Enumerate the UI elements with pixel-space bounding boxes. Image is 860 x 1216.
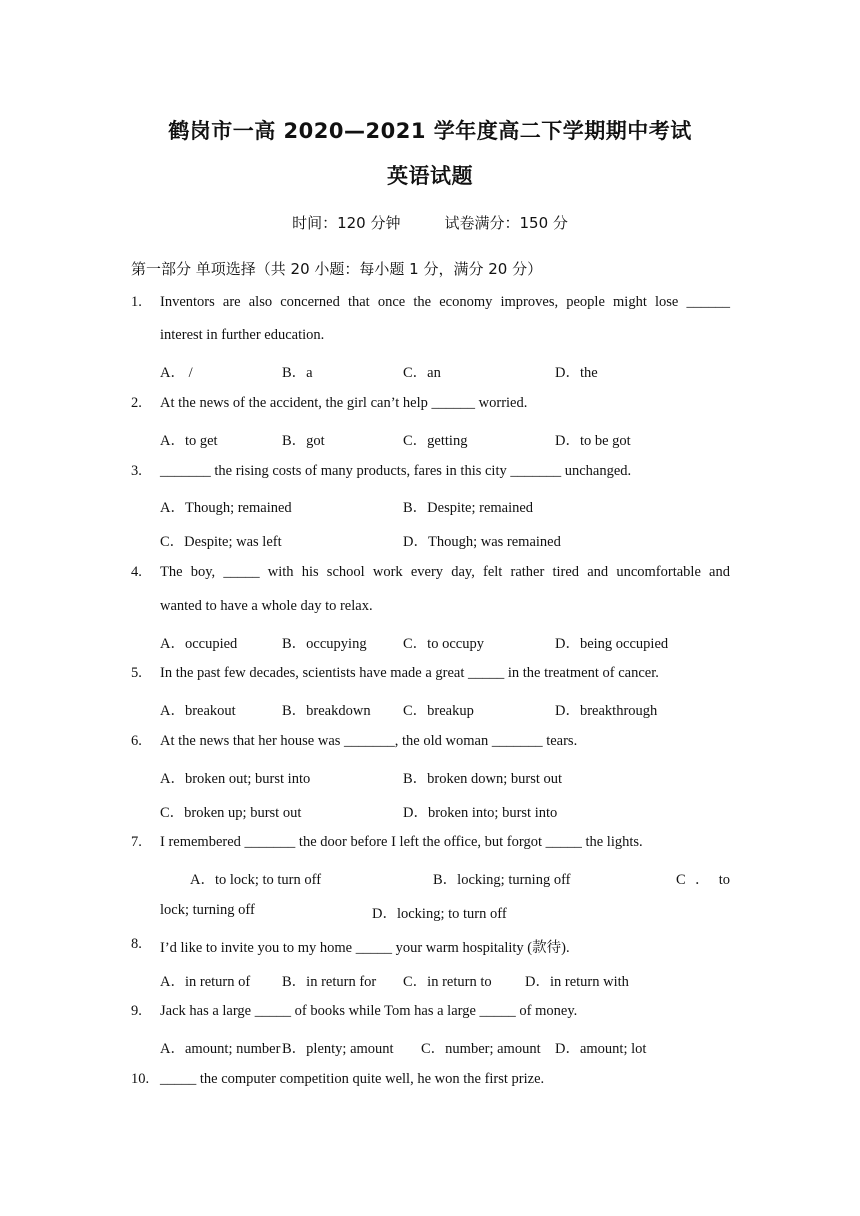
question-number: 10. [131, 1071, 150, 1087]
question-stem: At the news that her house was _______, the old woman _______ tears. [160, 733, 578, 749]
option-d: D．the [555, 365, 598, 381]
option-a: A．broken out; burst into [160, 771, 311, 787]
option-c: C．to [676, 872, 730, 888]
section-heading: 第一部分 单项选择（共 20 小题：每小题 1 分，满分 20 分） [131, 260, 543, 278]
option-a: A．in return of [160, 974, 251, 990]
question-stem: I remembered _______ the door before I left the office, but forgot _____ the lights. [160, 834, 643, 850]
option-d: D．Though; was remained [403, 534, 561, 550]
exam-time: 时间：120 分钟 [292, 214, 401, 232]
option-d: D．locking; to turn off [372, 906, 507, 922]
option-c: C．to occupy [403, 636, 484, 652]
question-number: 9. [131, 1003, 142, 1019]
question-number: 3. [131, 463, 142, 479]
exam-score: 试卷满分：150 分 [444, 214, 568, 232]
question-stem: At the news of the accident, the girl can’t help ______ worried. [160, 395, 528, 411]
option-c-continued: lock; turning off [160, 902, 255, 918]
option-b: B．got [282, 433, 325, 449]
option-c: C．breakup [403, 703, 474, 719]
question-stem: Jack has a large _____ of books while Tom has a large _____ of money. [160, 1003, 578, 1019]
question-stem: Inventors are also concerned that once the economy improves, people might lose ______ [160, 294, 730, 310]
question-stem-continued: wanted to have a whole day to relax. [160, 598, 373, 614]
option-a: A．amount; number [160, 1041, 281, 1057]
option-a: A． / [160, 365, 193, 381]
question-number: 7. [131, 834, 142, 850]
option-b: B．a [282, 365, 313, 381]
option-d: D．breakthrough [555, 703, 658, 719]
question-number: 2. [131, 395, 142, 411]
option-b: B．plenty; amount [282, 1041, 394, 1057]
option-b: B．Despite; remained [403, 500, 534, 516]
option-a: A．occupied [160, 636, 238, 652]
question-stem: I’d like to invite you to my home _____ your warm hospitality (款待). [160, 940, 570, 956]
option-b: B．breakdown [282, 703, 371, 719]
question-stem-continued: interest in further education. [160, 327, 325, 343]
option-c: C．number; amount [421, 1041, 541, 1057]
option-c: C．broken up; burst out [160, 805, 302, 821]
option-c: C．in return to [403, 974, 492, 990]
option-c: C．Despite; was left [160, 534, 282, 550]
option-b: B．broken down; burst out [403, 771, 563, 787]
option-c: C．getting [403, 433, 468, 449]
option-a: A．to lock; to turn off [190, 872, 322, 888]
option-b: B．in return for [282, 974, 377, 990]
question-number: 1. [131, 294, 142, 310]
exam-subtitle: 英语试题 [387, 164, 473, 188]
question-stem: _____ the computer competition quite well, he won the first prize. [160, 1071, 545, 1087]
exam-title: 鹤岗市一高 2020—2021 学年度高二下学期期中考试 [168, 119, 692, 143]
option-d: D．being occupied [555, 636, 669, 652]
question-stem: _______ the rising costs of many products, fares in this city _______ unchanged. [160, 463, 632, 479]
question-number: 4. [131, 564, 142, 580]
option-d: D．to be got [555, 433, 631, 449]
option-a: A．Though; remained [160, 500, 292, 516]
question-number: 5. [131, 665, 142, 681]
exam-meta [0, 212, 860, 233]
option-b: B．locking; turning off [433, 872, 571, 888]
option-a: A．to get [160, 433, 218, 449]
option-d: D．amount; lot [555, 1041, 647, 1057]
option-a: A．breakout [160, 703, 236, 719]
option-d: D．broken into; burst into [403, 805, 558, 821]
option-c: C．an [403, 365, 441, 381]
option-d: D．in return with [525, 974, 629, 990]
option-b: B．occupying [282, 636, 367, 652]
question-number: 6. [131, 733, 142, 749]
question-stem: The boy, _____ with his school work every day, felt rather tired and uncomfortable and [160, 564, 730, 580]
question-stem: In the past few decades, scientists have made a great _____ in the treatment of cancer. [160, 665, 659, 681]
question-number: 8. [131, 936, 142, 952]
